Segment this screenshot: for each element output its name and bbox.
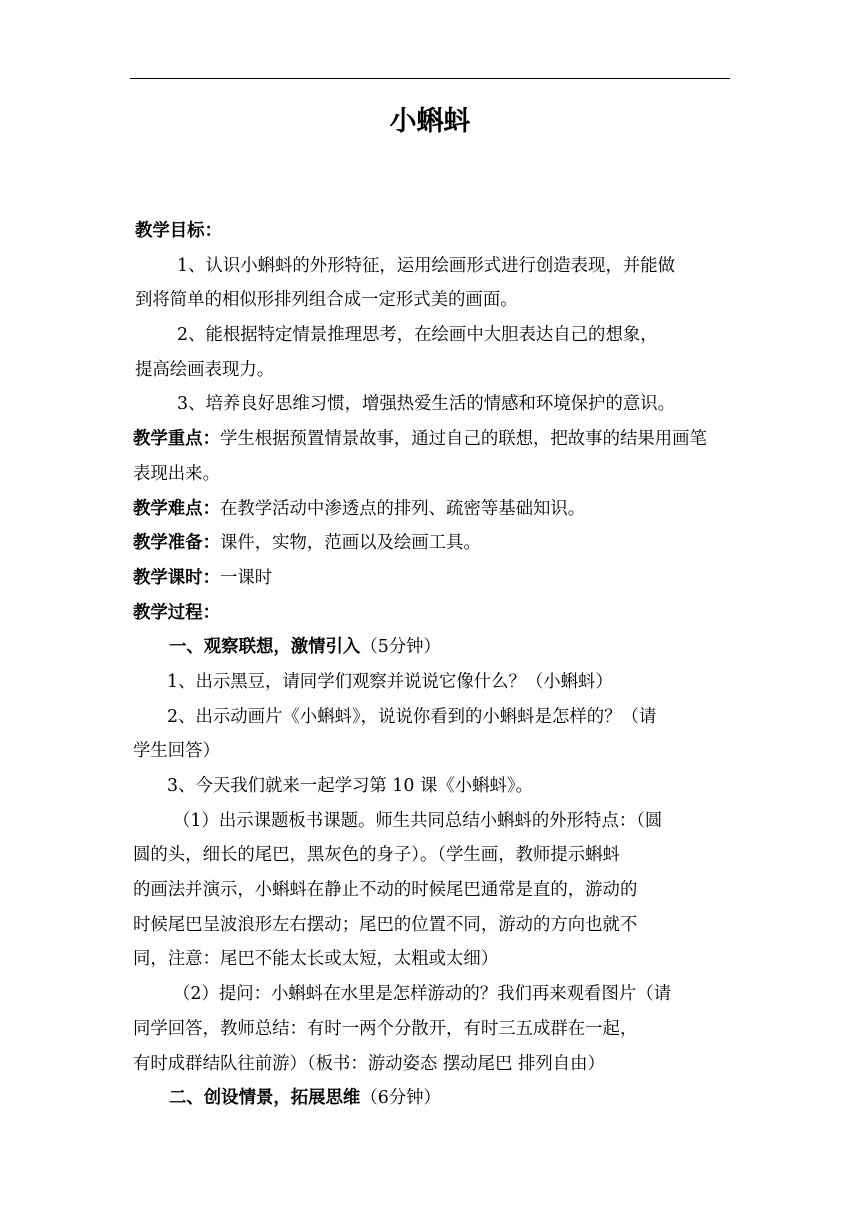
section-1-sub-2-line-1: （2）提问：小蝌蚪在水里是怎样游动的？我们再来观看图片（请 [173,984,672,1005]
objective-item-2-line-1: 2、能根据特定情景推理思考，在绘画中大胆表达自己的想象， [177,325,658,346]
section-1-sub-1-line-1: （1）出示课题板书课题。师生共同总结小蝌蚪的外形特点：（圆 [173,810,663,831]
section-1-sub-1-line-2: 圆的头，细长的尾巴，黑灰色的身子）。（学生画，教师提示蝌蚪 [133,845,620,866]
section-1-sub-2-line-3: 有时成群结队往前游）（板书：游动姿态 摆动尾巴 排列自由） [133,1053,605,1074]
objectives-label: 教学目标： [135,221,222,241]
section-1-sub-1-line-5: 同，注意：尾巴不能太长或太短，太粗或太细） [133,949,499,970]
key-point-label: 教学重点： [133,429,220,450]
difficulty-text: 在教学活动中渗透点的排列、疏密等基础知识。 [219,498,586,519]
objective-item-3: 3、培养良好思维习惯，增强热爱生活的情感和环境保护的意识。 [177,394,676,415]
section-1-step-3: 3、今天我们就来一起学习第 10 课《小蝌蚪》。 [167,776,533,796]
key-point-line-1 [133,422,730,457]
page-title: 小蝌蚪 [389,106,471,137]
objective-item-2-line-2: 提高绘画表现力。 [135,359,275,380]
section-1-sub-1-line-3: 的画法并演示，小蝌蚪在静止不动的时候尾巴通常是直的，游动的 [133,880,638,901]
preparation-label: 教学准备： [133,533,220,554]
section-2-heading [133,1081,730,1116]
key-point-text: 学生根据预置情景故事，通过自己的联想，把故事的结果用画笔 [219,429,707,450]
section-1-heading [133,630,730,665]
objectives-heading [133,214,730,249]
periods-line [133,561,730,596]
section-1-sub-2-line-2: 同学回答，教师总结：有时一两个分散开，有时三五成群在一起， [133,1018,638,1039]
preparation-text: 课件，实物，范画以及绘画工具。 [219,533,481,554]
difficulty-line [133,492,730,527]
section-1-step-1: 1、出示黑豆，请同学们观察并说说它像什么？（小蝌蚪） [167,671,613,692]
section-1-title: 一、观察联想，激情引入 [169,637,361,658]
section-1-duration: （5分钟） [360,637,441,658]
section-1-step-2-line-1: 2、出示动画片《小蝌蚪》，说说你看到的小蝌蚪是怎样的？（请 [167,706,657,727]
difficulty-label: 教学难点： [133,498,220,519]
key-point-line-2: 表现出来。 [133,463,220,484]
objective-item-1-line-2: 到将简单的相似形排列组合成一定形式美的画面。 [135,290,518,311]
preparation-line [133,526,730,561]
header-rule [130,78,730,79]
process-heading [133,596,730,631]
objective-item-1-line-1: 1、认识小蝌蚪的外形特征，运用绘画形式进行创造表现，并能做 [177,255,676,276]
periods-text: 一课时 [219,567,273,588]
section-2-title: 二、创设情景，拓展思维 [169,1088,361,1109]
process-label: 教学过程： [133,602,220,623]
section-1-step-2-line-2: 学生回答） [133,741,220,762]
document-body [133,214,730,1116]
periods-label: 教学课时： [133,567,220,588]
section-1-sub-1-line-4: 时候尾巴呈波浪形左右摆动；尾巴的位置不同，游动的方向也就不 [133,914,638,935]
section-2-duration: （6分钟） [360,1088,441,1109]
